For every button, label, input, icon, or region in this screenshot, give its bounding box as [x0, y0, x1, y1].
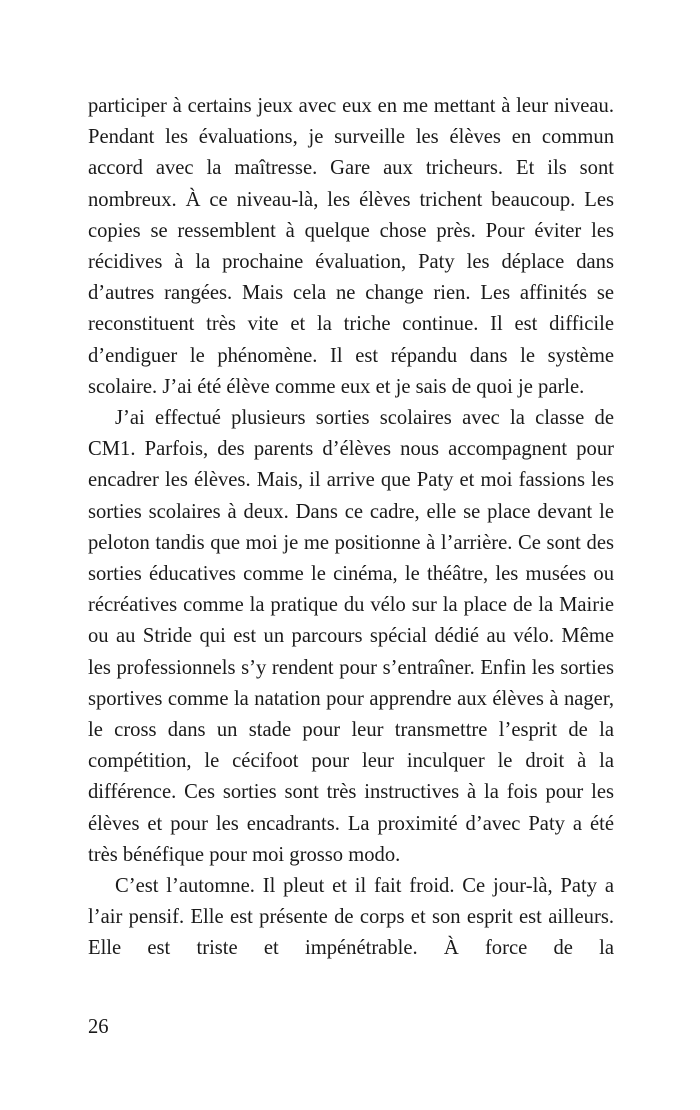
page-number: 26 [88, 1016, 109, 1038]
paragraph-3: C’est l’automne. Il pleut et il fait froid. Ce jour-là, Paty a l’air pensif. Elle est présente de corps et son esprit est ailleurs. Elle est triste et impénétrable. À force de la [88, 875, 614, 960]
paragraph-2: J’ai effectué plusieurs sorties scolaires avec la classe de CM1. Parfois, des parents d’élèves nous accompagnent pour encadrer les élèves. Mais, il arrive que Paty et moi fassions les sorties scolaires à deux. Dans ce cadre, elle se place devant le peloton tandis que moi je me positionne à l’arrière. Ce sont des sorties éducatives comme le cinéma, le théâtre, les musées ou récréatives comme la pratique du vélo sur la place de la Mairie ou au Stride qui est un parcours spécial dédié au vélo. Même les professionnels s’y rendent pour s’entraîner. Enfin les sorties sportives comme la natation pour apprendre aux élèves à nager, le cross dans un stade pour leur transmettre l’esprit de la compétition, le cécifoot pour leur inculquer le droit à la différence. Ces sorties sont très instructives à la fois pour les élèves et pour les encadrants. La proximité d’avec Paty a été très bénéfique pour moi grosso modo. [88, 407, 614, 866]
paragraph-1: participer à certains jeux avec eux en me mettant à leur niveau. Pendant les évaluations, je surveille les élèves en commun accord avec la maîtresse. Gare aux tricheurs. Et ils sont nombreux. À ce niveau-là, les élèves trichent beaucoup. Les copies se ressemblent à quelque chose près. Pour éviter les récidives à la prochaine évaluation, Paty les déplace dans d’autres rangées. Mais cela ne change rien. Les affinités se reconstituent très vite et la triche continue. Il est difficile d’endiguer le phénomène. Il est répandu dans le système scolaire. J’ai été élève comme eux et je sais de quoi je parle. [88, 95, 614, 398]
body-text [88, 91, 614, 965]
